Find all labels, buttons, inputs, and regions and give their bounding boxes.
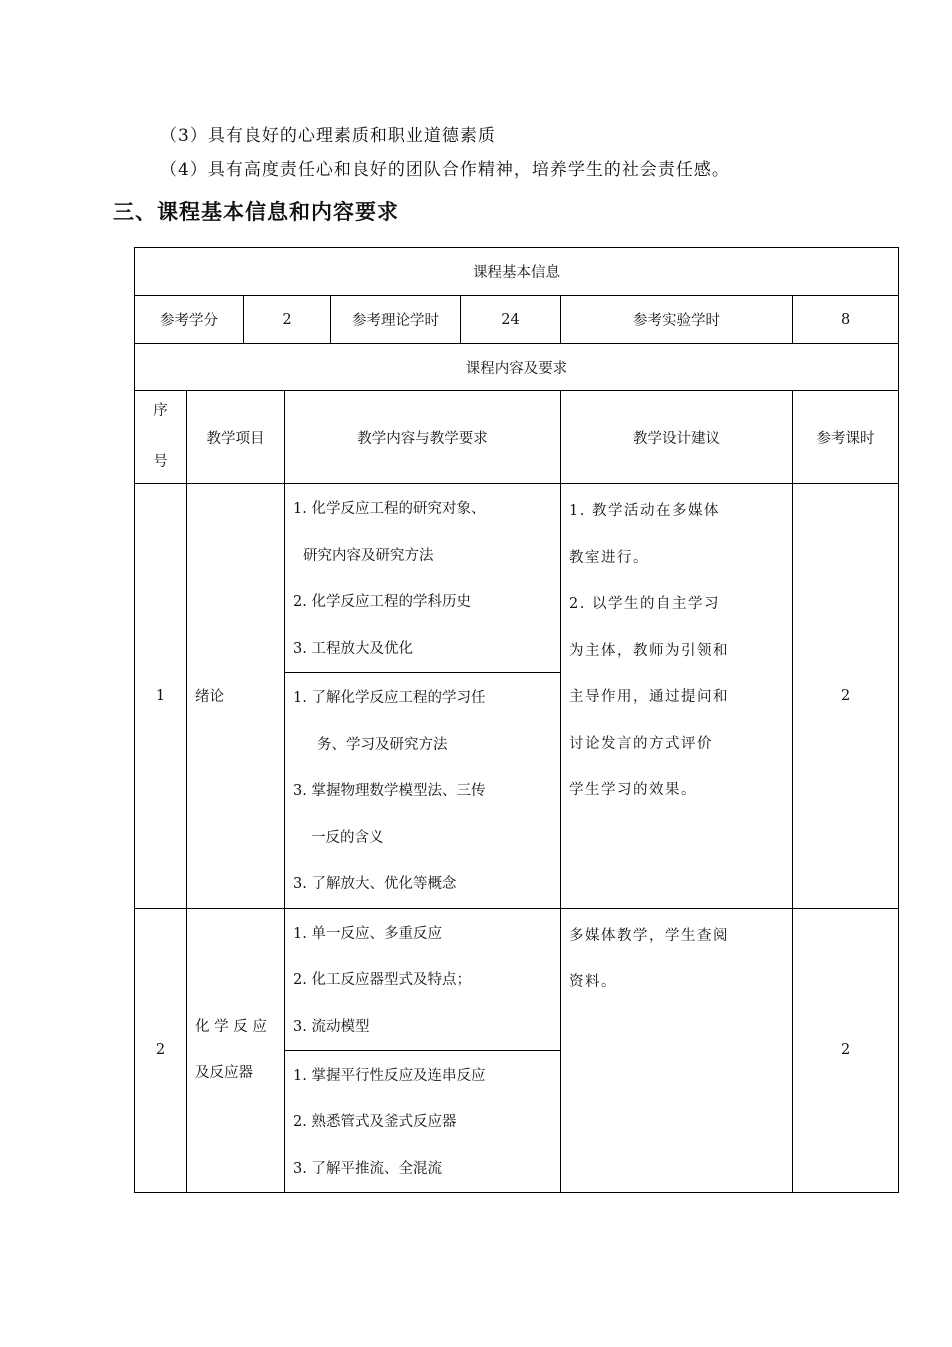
row-2-project-line: 化 学 反 应: [195, 1019, 267, 1036]
row-1-design-line: 学生学习的效果。: [569, 782, 697, 798]
theory-hours-label: 参考理论学时: [331, 296, 461, 344]
row-1-design-line: 教室进行。: [569, 549, 649, 566]
credit-value: 2: [244, 296, 331, 344]
lab-hours-label: 参考实验学时: [561, 296, 793, 344]
row-1-project: 绪论: [187, 484, 285, 909]
row-1-design-line: 1. 教学活动在多媒体: [569, 503, 720, 519]
credit-label: 参考学分: [135, 296, 244, 344]
row-2-content-item: 2. 化工反应器型式及特点；: [293, 972, 471, 988]
row-2-requirement-item: 3. 了解平推流、全混流: [293, 1160, 442, 1177]
course-info-table: [134, 247, 899, 1193]
row-1-requirement-item: 3. 掌握物理数学模型法、三传: [293, 783, 486, 799]
section-title: 三、课程基本信息和内容要求: [113, 200, 399, 224]
objective-line-4: （4）具有高度责任心和良好的团队合作精神，培养学生的社会责任感。: [160, 160, 730, 180]
row-1-design-line: 为主体，教师为引领和: [569, 642, 729, 659]
basic-info-title: 课程基本信息: [135, 248, 899, 296]
header-seq-1: 序: [153, 403, 168, 419]
row-2-content-item: 1. 单一反应、多重反应: [293, 925, 442, 942]
row-1-content-item: 研究内容及研究方法: [303, 547, 434, 564]
row-1-content-item: 1. 化学反应工程的研究对象、: [293, 501, 486, 517]
row-2-design-line: 多媒体教学，学生查阅: [569, 927, 729, 944]
row-1-seq: 1: [135, 484, 187, 909]
header-seq-2: 号: [153, 454, 168, 470]
row-1-content-item: 3. 工程放大及优化: [293, 640, 413, 657]
header-hours: 参考课时: [793, 391, 899, 484]
header-seq: [135, 391, 187, 484]
objective-line-3: （3）具有良好的心理素质和职业道德素质: [160, 126, 496, 146]
header-content: 教学内容与教学要求: [285, 391, 561, 484]
row-2-project-line: 及反应器: [195, 1065, 253, 1082]
row-2-project: [187, 908, 285, 1193]
row-1-requirement-item: 3. 了解放大、优化等概念: [293, 876, 457, 892]
row-1-requirement-item: 一反的含义: [311, 829, 384, 846]
row-1-design-line: 2. 以学生的自主学习: [569, 596, 720, 612]
row-2-requirement-item: 1. 掌握平行性反应及连串反应: [293, 1067, 486, 1084]
table-row: [135, 484, 899, 909]
row-1-design-line: 讨论发言的方式评价: [569, 735, 713, 752]
content-title: 课程内容及要求: [135, 344, 899, 391]
row-1-hours: 2: [793, 484, 899, 909]
row-1-content-item: 2. 化学反应工程的学科历史: [293, 594, 471, 610]
row-1-design-line: 主导作用，通过提问和: [569, 689, 729, 705]
header-project: 教学项目: [187, 391, 285, 484]
row-2-hours: 2: [793, 908, 899, 1193]
row-1-content-cell: [285, 484, 561, 909]
row-1-requirement-item: 1. 了解化学反应工程的学习任: [293, 690, 486, 706]
theory-hours-value: 24: [461, 296, 561, 344]
row-2-seq: 2: [135, 908, 187, 1193]
row-2-requirement-item: 2. 熟悉管式及釜式反应器: [293, 1114, 457, 1130]
row-2-content-item: 3. 流动模型: [293, 1018, 370, 1035]
table-row: [135, 908, 899, 1193]
row-2-design-line: 资料。: [569, 974, 617, 990]
row-1-design: [561, 484, 793, 909]
lab-hours-value: 8: [793, 296, 899, 344]
row-1-requirement-item: 务、学习及研究方法: [317, 736, 448, 753]
header-design: 教学设计建议: [561, 391, 793, 484]
row-2-content-cell: [285, 908, 561, 1193]
row-2-design: [561, 908, 793, 1193]
